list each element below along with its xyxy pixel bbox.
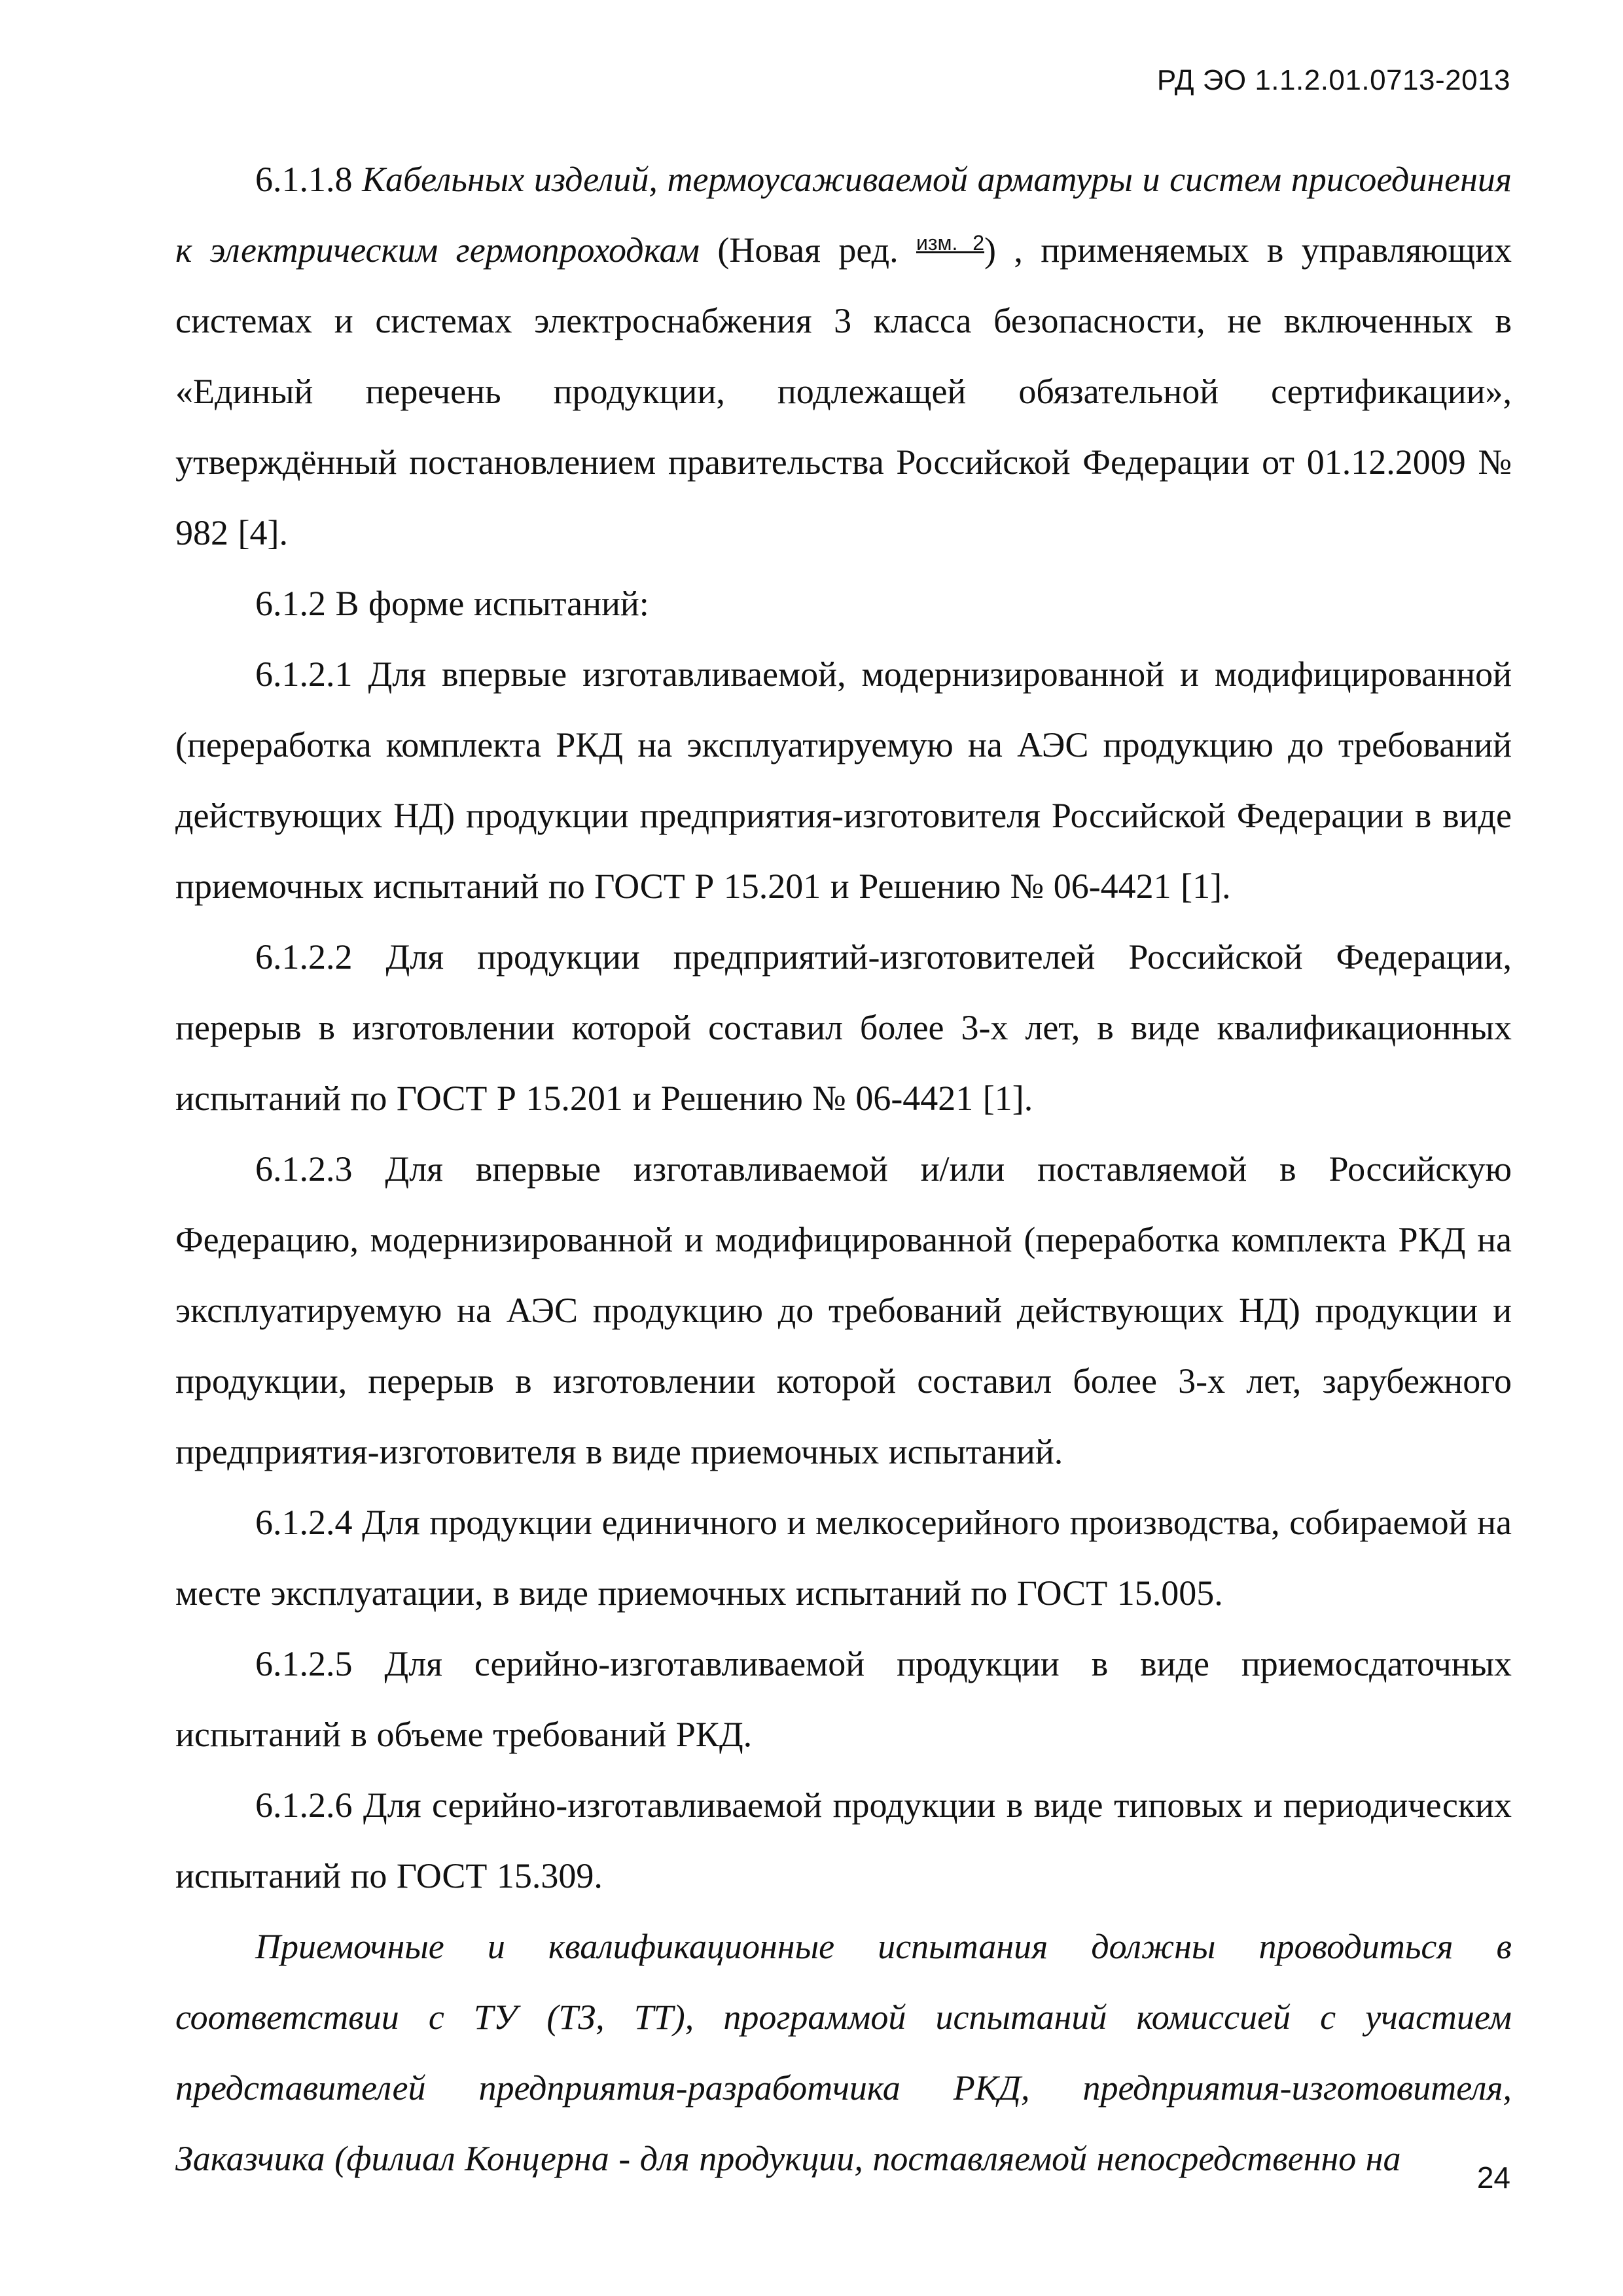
paragraph-6-1-1-8 xyxy=(175,144,1512,568)
paragraph-number: 6.1.2.3 xyxy=(255,1149,353,1189)
paragraph-text: , применяемых в управляющих системах и системах электроснабжения 3 класса безопасности, не включенных в «Единый перечень продукции, подлежащей обязательной сертификации», утверждённый постановлением правительства Российской Федерации от 01.12.2009 № 982 [4]. xyxy=(175,230,1512,552)
paragraph-number: 6.1.2 xyxy=(255,584,326,623)
paragraph-text: Для продукции единичного и мелкосерийного производства, собираемой на месте эксплуатации, в виде приемочных испытаний по ГОСТ 15.005. xyxy=(175,1503,1512,1613)
paragraph-number: 6.1.1.8 xyxy=(255,160,353,199)
paragraph-text: Для впервые изготавливаемой и/или поставляемой в Российскую Федерацию, модернизированной и модифицированной (переработка комплекта РКД на эксплуатируемую на АЭС продукцию до требований действующих НД) продукции и продукции, перерыв в изготовлении которой составил более 3-х лет, зарубежного предприятия-изготовителя в виде приемочных испытаний. xyxy=(175,1149,1512,1471)
paragraph-6-1-2-1 xyxy=(175,639,1512,922)
paragraph-number: 6.1.2.6 xyxy=(255,1785,353,1825)
italic-heading-text: Кабельных изделий, термоусаживаемой арматуры и систем присоединения к электрическим гермопроходкам xyxy=(175,160,1512,270)
paragraph-6-1-2-4 xyxy=(175,1487,1512,1628)
paragraph-italic-note xyxy=(175,1911,1512,2194)
paragraph-text: Приемочные и квалификационные испытания должны проводиться в соответствии с ТУ (ТЗ, ТТ), программой испытаний комиссией с участием представителей предприятия-разработчика РКД, предприятия-изготовителя, Заказчика (филиал Концерна - для продукции, поставляемой непосредственно на xyxy=(175,1927,1512,2178)
paragraph-6-1-2-5 xyxy=(175,1628,1512,1770)
amendment-note: изм. 2 xyxy=(916,231,985,255)
paragraph-text: В форме испытаний: xyxy=(326,584,649,623)
paragraph-number: 6.1.2.4 xyxy=(255,1503,353,1542)
paragraph-text: Для впервые изготавливаемой, модернизированной и модифицированной (переработка комплекта РКД на эксплуатируемую на АЭС продукцию до требований действующих НД) продукции предприятия-изготовителя Российской Федерации в виде приемочных испытаний по ГОСТ Р 15.201 и Решению № 06-4421 [1]. xyxy=(175,655,1512,906)
document-code: РД ЭО 1.1.2.01.0713-2013 xyxy=(1156,64,1510,96)
edition-close: ) xyxy=(984,230,997,270)
paragraph-6-1-2 xyxy=(175,568,1512,639)
paragraph-6-1-2-2 xyxy=(175,922,1512,1134)
paragraph-number: 6.1.2.1 xyxy=(255,655,353,694)
paragraph-6-1-2-3 xyxy=(175,1134,1512,1487)
paragraph-number: 6.1.2.2 xyxy=(255,937,353,977)
paragraph-number: 6.1.2.5 xyxy=(255,1644,353,1683)
paragraph-text: Для продукции предприятий-изготовителей Российской Федерации, перерыв в изготовлении которой составил более 3-х лет, в виде квалификационных испытаний по ГОСТ Р 15.201 и Решению № 06-4421 [1]. xyxy=(175,937,1512,1118)
page-number: 24 xyxy=(1476,2161,1510,2195)
paragraph-6-1-2-6 xyxy=(175,1770,1512,1911)
document-body xyxy=(175,144,1512,2194)
paragraph-text: Для серийно-изготавливаемой продукции в виде типовых и периодических испытаний по ГОСТ 15.309. xyxy=(175,1785,1512,1895)
paragraph-text: Для серийно-изготавливаемой продукции в виде приемосдаточных испытаний в объеме требований РКД. xyxy=(175,1644,1512,1754)
edition-open: (Новая ред. xyxy=(699,230,916,270)
